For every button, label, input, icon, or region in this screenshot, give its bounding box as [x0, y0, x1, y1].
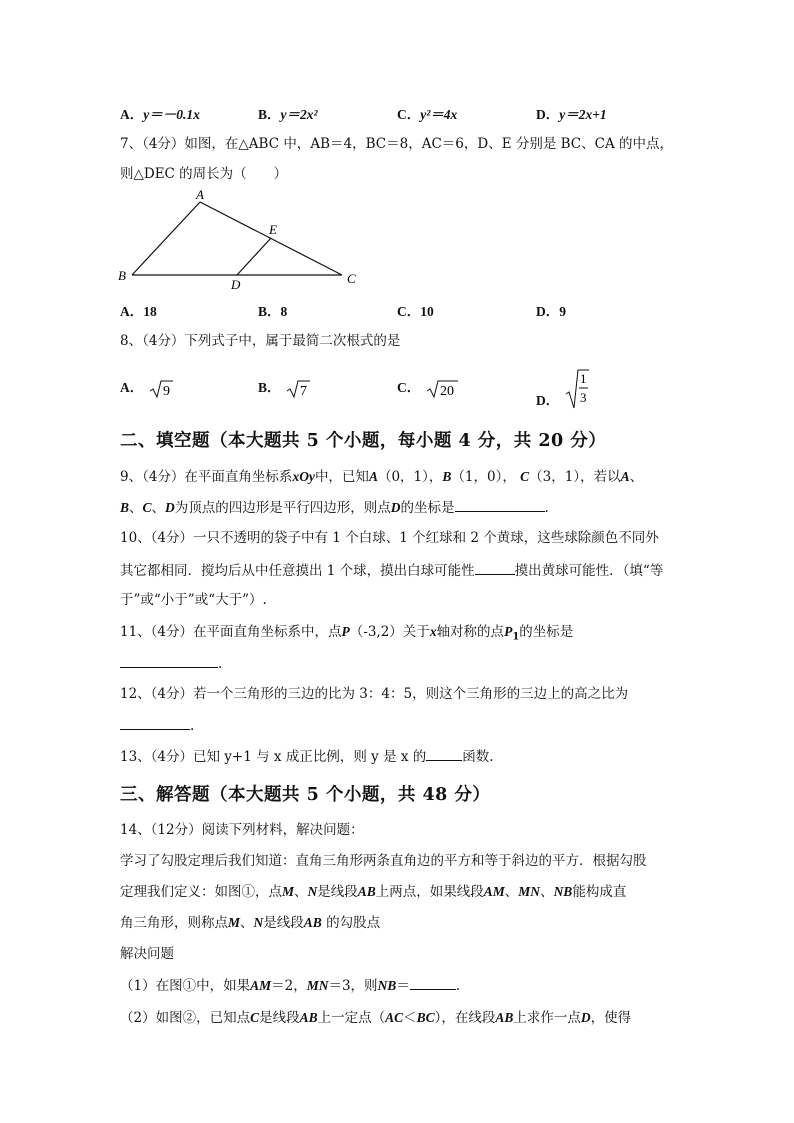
q8-option-d[interactable]: D． 1 3: [536, 368, 590, 410]
q10-line2: 其它都相同．搅均后从中任意摸出 1 个球，摸出白球可能性 摸出黄球可能性．（填“等: [120, 560, 663, 581]
q11-answer-blank[interactable]: [120, 653, 218, 668]
q9-line1: 9、（4分）在平面直角坐标系xOy中，已知A（0，1），B（1，0）， C（3，1），若以A、: [120, 469, 644, 485]
q8-stem: 8、（4分）下列式子中，属于最简二次根式的是: [120, 333, 401, 349]
q14-line4: 角三角形，则称点M、N是线段AB 的勾股点: [120, 915, 381, 931]
svg-text:7: 7: [299, 383, 307, 399]
q10-line1: 10、（4分）一只不透明的袋子中有 1 个白球、1 个红球和 2 个黄球，这些球除颜色不同外: [120, 530, 659, 546]
q13-answer-blank[interactable]: [426, 746, 462, 761]
q14-part1-answer-blank[interactable]: [410, 975, 456, 990]
label-b: B: [118, 268, 126, 283]
label-d: D: [231, 277, 241, 292]
q12-answer-blank[interactable]: [120, 715, 190, 730]
q7-option-b[interactable]: B．8: [258, 304, 288, 319]
q6-option-b[interactable]: B．y＝2x²: [258, 107, 318, 122]
sqrt-icon: [148, 378, 174, 400]
q7-triangle-figure: [110, 185, 370, 295]
q14-line3: 定理我们定义：如图①，点M、N是线段AB上两点，如果线段AM、MN、NB能构成直: [120, 884, 627, 900]
q14-part2: （2）如图②，已知点C是线段AB上一定点（AC＜BC），在线段AB上求作一点D，使得: [120, 1010, 632, 1026]
svg-text:20: 20: [439, 383, 454, 399]
q12-line2: .: [120, 715, 194, 736]
sqrt-fraction-icon: [564, 368, 590, 410]
sqrt-icon: [425, 378, 459, 400]
q6-option-d[interactable]: D．y＝2x+1: [536, 107, 607, 122]
section-3-heading: 三、解答题（本大题共 5 个小题，共 48 分）: [120, 785, 491, 805]
q8-option-a[interactable]: A． 9: [120, 376, 174, 400]
q14-line2: 学习了勾股定理后我们知道：直角三角形两条直角边的平方和等于斜边的平方．根据勾股: [120, 853, 647, 869]
q13-line: 13、（4分）已知 y+1 与 x 成正比例，则 y 是 x 的 函数.: [120, 746, 494, 767]
q7-stem-line2: 则△DEC 的周长为（ ）: [120, 166, 288, 182]
q6-option-a[interactable]: A．y＝－0.1x: [120, 107, 200, 122]
q7-option-d[interactable]: D．9: [536, 304, 566, 319]
q9-answer-blank[interactable]: [455, 497, 545, 512]
q11-line2: .: [120, 653, 222, 674]
q9-line2: B、C、D为顶点的四边形是平行四边形，则点D的坐标是 .: [120, 497, 549, 518]
q14-part1: （1）在图①中，如果AM＝2，MN＝3，则NB＝ .: [120, 975, 460, 996]
q7-stem-line1: 7、（4分）如图，在△ABC 中，AB＝4，BC＝8，AC＝6，D、E 分别是 BC、CA 的中点，: [120, 136, 673, 152]
q10-line3: 于”或“小于”或“大于”）.: [120, 592, 267, 608]
q14-line1: 14、（12分）阅读下列材料，解决问题：: [120, 822, 364, 838]
q8-option-b[interactable]: B． 7: [258, 376, 311, 400]
label-e: E: [269, 222, 277, 237]
q12-line1: 12、（4分）若一个三角形的三边的比为 3：4：5，则这个三角形的三边上的高之比为: [120, 686, 629, 702]
q8-option-c[interactable]: C． 20: [397, 376, 459, 400]
q14-line5: 解决问题: [120, 946, 174, 962]
q7-option-c[interactable]: C．10: [397, 304, 434, 319]
svg-text:3: 3: [579, 390, 587, 405]
svg-text:1: 1: [579, 371, 587, 386]
q10-answer-blank[interactable]: [475, 560, 515, 575]
q6-option-c[interactable]: C．y²＝4x: [397, 107, 458, 122]
q11-line1: 11、（4分）在平面直角坐标系中，点P（-3,2）关于x轴对称的点$P_1$的坐标是: [120, 624, 574, 643]
label-c: C: [347, 271, 356, 286]
segment-de: [237, 238, 271, 275]
q7-option-a[interactable]: A．18: [120, 304, 157, 319]
label-a: A: [196, 187, 204, 202]
sqrt-icon: [285, 378, 311, 400]
svg-text:9: 9: [162, 383, 170, 399]
section-2-heading: 二、填空题（本大题共 5 个小题，每小题 4 分，共 20 分）: [120, 431, 607, 451]
segment-ab: [132, 202, 200, 275]
